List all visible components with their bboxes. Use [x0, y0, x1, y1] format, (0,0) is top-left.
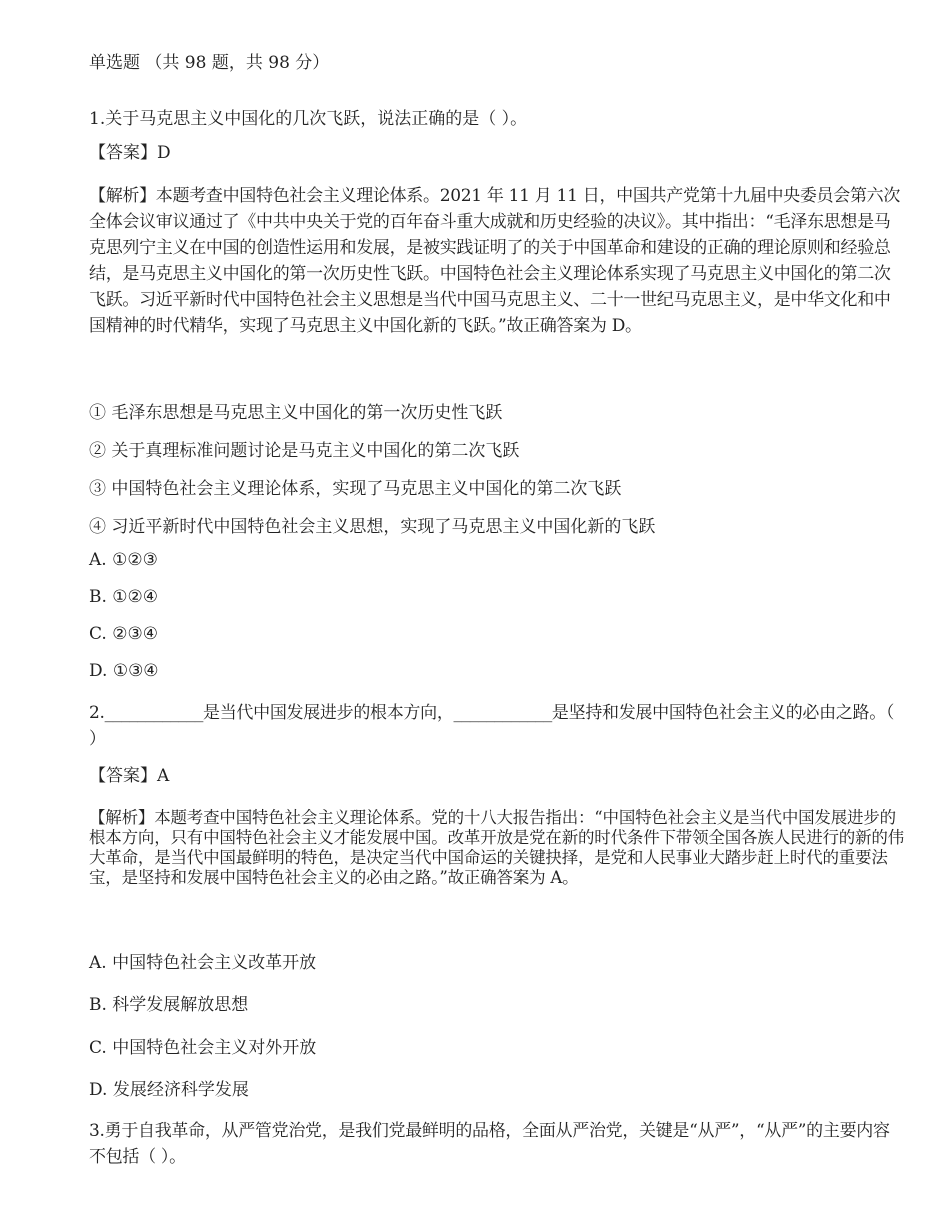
question-1-answer: 【答案】D — [89, 143, 171, 163]
question-1-option-a[interactable]: A. ①②③ — [89, 550, 158, 570]
section-header: 单选题 （共 98 题，共 98 分） — [89, 53, 330, 73]
question-1-statement: ① 毛泽东思想是马克思主义中国化的第一次历史性飞跃 — [89, 403, 503, 423]
question-2-option-c[interactable]: C. 中国特色社会主义对外开放 — [89, 1038, 317, 1058]
question-1-stem: 1.关于马克思主义中国化的几次飞跃，说法正确的是（ ）。 — [89, 109, 528, 129]
question-3-stem: 3.勇于自我革命，从严管党治党，是我们党最鲜明的品格，全面从严治党，关键是“从严”，“从严”的主要内容不包括（ ）。 — [89, 1121, 890, 1167]
question-2-option-a[interactable]: A. 中国特色社会主义改革开放 — [89, 953, 317, 973]
question-2-answer: 【答案】A — [89, 766, 170, 786]
question-1-statement: ④ 习近平新时代中国特色社会主义思想，实现了马克思主义中国化新的飞跃 — [89, 517, 656, 537]
question-1-option-d[interactable]: D. ①③④ — [89, 661, 159, 681]
question-2-stem: 2.____________是当代中国发展进步的根本方向，____________是坚持和发展中国特色社会主义的必由之路。（ ） — [89, 703, 895, 749]
question-1-option-c[interactable]: C. ②③④ — [89, 624, 158, 644]
question-1-option-b[interactable]: B. ①②④ — [89, 587, 159, 607]
question-2-analysis: 【解析】本题考查中国特色社会主义理论体系。党的十八大报告指出：“中国特色社会主义是当代中国发展进步的根本方向，只有中国特色社会主义才能发展中国。改革开放是党在新的时代条件下带领全国各族人民进行的新的伟大革命，是当代中国最鲜明的特色，是决定当代中国命运的关键抉择，是党和人民事业大踏步赶上时代的重要法宝，是坚持和发展中国特色社会主义的必由之路。”故正确答案为 A。 — [89, 808, 905, 887]
question-2-option-d[interactable]: D. 发展经济科学发展 — [89, 1080, 249, 1100]
question-1-analysis: 【解析】本题考查中国特色社会主义理论体系。2021 年 11 月 11 日，中国共产党第十九届中央委员会第六次全体会议审议通过了《中共中央关于党的百年奋斗重大成就和历史经验的决议》。其中指出：“毛泽东思想是马克思列宁主义在中国的创造性运用和发展，是被实践证明了的关于中国革命和建设的正确的理论原则和经验总结，是马克思主义中国化的第一次历史性飞跃。中国特色社会主义理论体系实现了马克思主义中国化的第二次飞跃。习近平新时代中国特色社会主义思想是当代中国马克思主义、二十一世纪马克思主义，是中华文化和中国精神的时代精华，实现了马克思主义中国化新的飞跃。”故正确答案为 D。 — [89, 186, 901, 336]
question-2-option-b[interactable]: B. 科学发展解放思想 — [89, 995, 249, 1015]
question-1-statement: ② 关于真理标准问题讨论是马克主义中国化的第二次飞跃 — [89, 441, 520, 461]
question-1-statement: ③ 中国特色社会主义理论体系，实现了马克思主义中国化的第二次飞跃 — [89, 479, 622, 499]
